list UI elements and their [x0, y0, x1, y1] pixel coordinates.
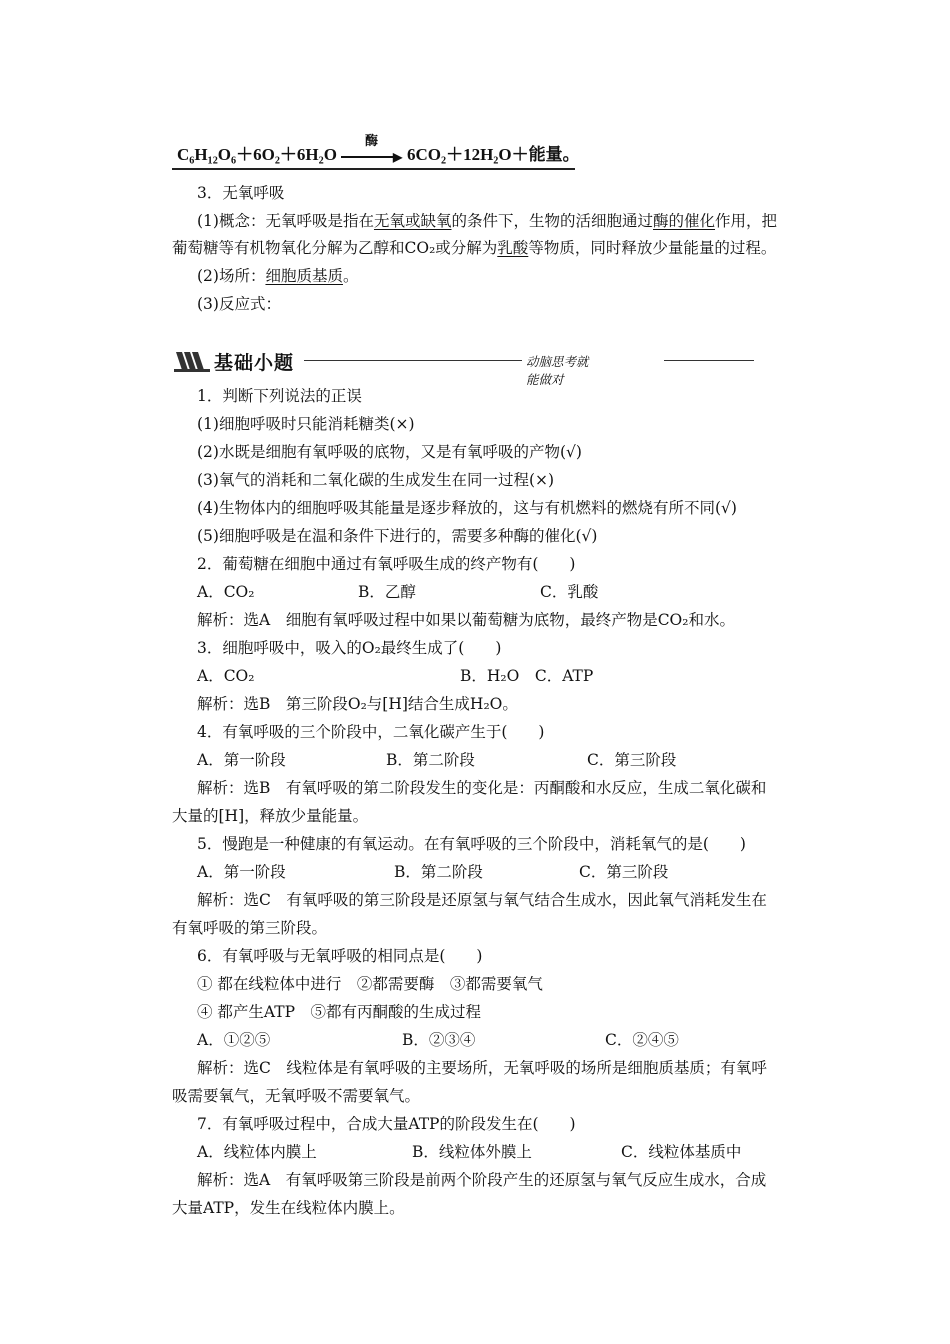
- option-c: C．第三阶段: [587, 751, 677, 769]
- analysis: 解析：选B 有氧呼吸的第二阶段发生的变化是：丙酮酸和水反应，生成二氧化碳和: [197, 779, 767, 797]
- option-b: B．②③④: [402, 1031, 476, 1049]
- section-banner: [174, 346, 594, 387]
- question-stem: 7．有氧呼吸过程中，合成大量ATP的阶段发生在( ): [197, 1115, 576, 1133]
- banner-rule: [664, 360, 754, 361]
- keyword: 乳酸: [497, 239, 529, 257]
- banner-rule: [304, 360, 524, 361]
- question-stem: 4．有氧呼吸的三个阶段中，二氧化碳产生于( ): [197, 723, 545, 741]
- concept-line-1: [197, 211, 777, 231]
- banner-subtitle: 动脑思考就能做对: [522, 352, 594, 388]
- analysis-cont: 有氧呼吸的第三阶段。: [172, 919, 328, 937]
- judgement-item: (2)水既是细胞有氧呼吸的底物，又是有氧呼吸的产物(√): [197, 443, 582, 461]
- option-c: C．乳酸: [540, 583, 599, 601]
- analysis: 解析：选C 线粒体是有氧呼吸的主要场所，无氧呼吸的场所是细胞质基质；有氧呼: [197, 1059, 767, 1077]
- keyword: 细胞质基质: [265, 267, 343, 285]
- section-heading: 3．无氧呼吸: [197, 184, 285, 202]
- statement-list: ① 都在线粒体中进行 ②都需要酶 ③都需要氧气: [197, 975, 543, 993]
- arrow-shaft: [341, 156, 397, 158]
- analysis: 解析：选A 细胞有氧呼吸过程中如果以葡萄糖为底物，最终产物是CO₂和水。: [197, 611, 735, 629]
- analysis: 解析：选A 有氧呼吸第三阶段是前两个阶段产生的还原氢与氧气反应生成水，合成: [197, 1171, 767, 1189]
- catalyst-label: 酶: [364, 133, 378, 149]
- option-b: B．第二阶段: [394, 863, 483, 881]
- option-a: A．CO₂: [197, 583, 255, 601]
- option-c: C．②④⑤: [605, 1031, 679, 1049]
- text: 的条件下，生物的活细胞通过: [451, 212, 653, 230]
- equation-products: 6CO₂＋12H₂O＋能量。: [406, 145, 580, 164]
- option-c: C．线粒体基质中: [621, 1143, 742, 1161]
- equation-reactants: C₆H₁₂O₆＋6O₂＋6H₂O: [177, 145, 337, 164]
- question-stem: 5．慢跑是一种健康的有氧运动。在有氧呼吸的三个阶段中，消耗氧气的是( ): [197, 835, 746, 853]
- option-b: B．线粒体外膜上: [412, 1143, 532, 1161]
- text: 。: [342, 267, 359, 285]
- analysis: 解析：选C 有氧呼吸的第三阶段是还原氢与氧气结合生成水，因此氧气消耗发生在: [197, 891, 767, 909]
- analysis-cont: 吸需要氧气，无氧呼吸不需要氧气。: [172, 1087, 421, 1105]
- text: 等物质，同时释放少量能量的过程。: [528, 239, 777, 257]
- reaction-arrow: [337, 133, 407, 166]
- judgement-item: (5)细胞呼吸是在温和条件下进行的，需要多种酶的催化(√): [197, 527, 598, 545]
- text: 作用，把: [715, 212, 778, 230]
- concept-line-2: [172, 238, 776, 258]
- text: 葡萄糖等有机物氧化分解为乙醇和CO₂或分解为: [172, 239, 498, 257]
- keyword: 无氧或缺氧: [373, 212, 452, 230]
- keyword: 酶的催化: [653, 212, 716, 230]
- equation-underline: [172, 168, 575, 170]
- statement-list: ④ 都产生ATP ⑤都有丙酮酸的生成过程: [197, 1003, 482, 1021]
- option-bc: B．H₂O C．ATP: [460, 667, 594, 685]
- analysis: 解析：选B 第三阶段O₂与[H]结合生成H₂O。: [197, 695, 518, 713]
- option-a: A．第一阶段: [197, 863, 286, 881]
- judgement-item: (1)细胞呼吸时只能消耗糖类(×): [197, 415, 415, 433]
- text: (1)概念：无氧呼吸是指在: [197, 212, 374, 230]
- option-a: A．CO₂: [197, 667, 255, 685]
- question-stem: 1．判断下列说法的正误: [197, 387, 362, 405]
- option-c: C．第三阶段: [579, 863, 669, 881]
- analysis-cont: 大量的[H]，释放少量能量。: [172, 807, 369, 825]
- banner-title: 基础小题: [214, 352, 295, 374]
- judgement-item: (4)生物体内的细胞呼吸其能量是逐步释放的，这与有机燃料的燃烧有所不同(√): [197, 499, 737, 517]
- formula-line: (3)反应式：: [197, 295, 281, 313]
- question-stem: 2．葡萄糖在细胞中通过有氧呼吸生成的终产物有( ): [197, 555, 576, 573]
- aerobic-equation: [177, 133, 580, 166]
- judgement-item: (3)氧气的消耗和二氧化碳的生成发生在同一过程(×): [197, 471, 555, 489]
- option-b: B．第二阶段: [386, 751, 475, 769]
- arrow-head-icon: ▶: [392, 150, 403, 165]
- question-stem: 6．有氧呼吸与无氧呼吸的相同点是( ): [197, 947, 483, 965]
- place-line: [197, 266, 359, 286]
- text: (2)场所：: [197, 267, 266, 285]
- option-b: B．乙醇: [358, 583, 416, 601]
- option-a: A．线粒体内膜上: [197, 1143, 317, 1161]
- analysis-cont: 大量ATP，发生在线粒体内膜上。: [172, 1199, 405, 1217]
- option-a: A．①②⑤: [197, 1031, 271, 1049]
- question-stem: 3．细胞呼吸中，吸入的O₂最终生成了( ): [197, 639, 502, 657]
- stripes-icon: [174, 350, 210, 372]
- option-a: A．第一阶段: [197, 751, 286, 769]
